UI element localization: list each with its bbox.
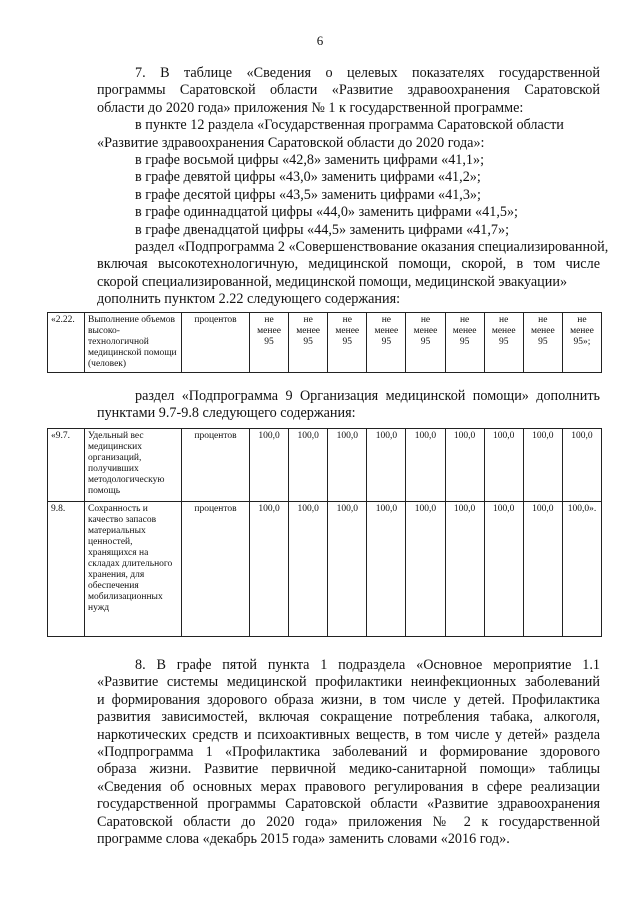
unit: процентов (182, 502, 250, 637)
item7-line: в графе одиннадцатой цифры «44,0» заменить цифрами «41,5»; (135, 204, 518, 221)
item7-line: 7. В таблице «Сведения о целевых показателях государственной (135, 65, 600, 81)
table-row (48, 313, 602, 373)
value-cell: 100,0 (406, 429, 445, 502)
value-cell: не менее 95 (484, 313, 523, 373)
item7-line: в графе десятой цифры «43,5» заменить цифрами «41,3»; (135, 186, 481, 203)
value-cell: 100,0 (328, 429, 367, 502)
value-cell: 100,0 (523, 502, 562, 637)
value-cell: не менее 95 (367, 313, 406, 373)
item7-line: дополнить пунктом 2.22 следующего содержания: (97, 291, 401, 308)
item7-line: раздел «Подпрограмма 2 «Совершенствование оказания специализированной, (135, 239, 609, 256)
item8-line: «Подпрограмма 1 «Профилактика заболеваний и формирование здорового (97, 744, 600, 761)
value-cell: не менее 95 (523, 313, 562, 373)
unit: процентов (182, 313, 250, 373)
page-number: 6 (316, 33, 324, 48)
table-pp9 (47, 428, 602, 637)
value-cell: 100,0 (289, 429, 328, 502)
item8-paragraph (97, 657, 600, 848)
value-cell: 100,0 (406, 502, 445, 637)
section9-line: раздел «Подпрограмма 9 Организация медицинской помощи» дополнить (135, 388, 600, 404)
indicator-name: Выполнение объемов высоко-технологичной медицинской помощи (человек) (85, 313, 182, 373)
item7-line: области до 2020 года» приложения № 1 к государственной программе: (97, 99, 524, 116)
unit: процентов (182, 429, 250, 502)
indicator-name: Сохранность и качество запасов материальных ценностей, хранящихся на складах длительного хранения, для обеспечения мобилизационных нужд (85, 502, 182, 637)
item7-line: программы Саратовской области «Развитие здравоохранения Саратовской (97, 82, 600, 99)
value-cell: 100,0 (250, 502, 289, 637)
value-cell: 100,0 (367, 429, 406, 502)
table-row (48, 429, 602, 502)
value-cell: 100,0». (562, 502, 601, 637)
value-cell: 100,0 (562, 429, 601, 502)
section9-paragraph (97, 388, 600, 423)
value-cell: не менее 95 (406, 313, 445, 373)
item8-line: программе слова «декабрь 2015 года» заменить словами «2016 год». (97, 831, 510, 848)
value-cell: 100,0 (484, 502, 523, 637)
value-cell: 100,0 (445, 502, 484, 637)
table-row (48, 502, 602, 637)
item7-line: включая высокотехнологичную, медицинской помощи, скорой, в том числе (97, 256, 600, 273)
item7-line: в графе двенадцатой цифры «44,5» заменить цифрами «41,7»; (135, 221, 510, 238)
value-cell: не менее 95 (328, 313, 367, 373)
value-cell: 100,0 (445, 429, 484, 502)
table-pp2 (47, 312, 602, 373)
item8-line: наркотических средств и психоактивных веществ, в том числе у детей» раздела (97, 726, 600, 743)
value-cell: не менее 95 (289, 313, 328, 373)
section9-line: пунктами 9.7-9.8 следующего содержания: (97, 405, 356, 422)
item8-line: государственной программы Саратовской области «Развитие здравоохранения (97, 796, 600, 813)
row-number: «9.7. (48, 429, 85, 502)
value-cell: не менее 95 (445, 313, 484, 373)
indicator-name: Удельный вес медицинских организаций, получивших методологическую помощь (85, 429, 182, 502)
item7-line: в пункте 12 раздела «Государственная программа Саратовской области (135, 117, 564, 134)
item8-line: «Развитие системы медицинской профилактики неинфекционных заболеваний (97, 674, 600, 691)
item7-paragraph (97, 65, 609, 309)
row-number: 9.8. (48, 502, 85, 637)
value-cell: 100,0 (523, 429, 562, 502)
item8-line: 8. В графе пятой пункта 1 подраздела «Основное мероприятие 1.1 (135, 657, 600, 673)
value-cell: 100,0 (289, 502, 328, 637)
value-cell: не менее 95»; (562, 313, 601, 373)
row-number: «2.22. (48, 313, 85, 373)
value-cell: не менее 95 (250, 313, 289, 373)
value-cell: 100,0 (367, 502, 406, 637)
item7-line: в графе восьмой цифры «42,8» заменить цифрами «41,1»; (135, 152, 485, 169)
item8-line: развития зависимостей, включая сокращение потребления табака, алкоголя, (97, 709, 600, 726)
value-cell: 100,0 (484, 429, 523, 502)
item8-line: «Сведения об основных мерах правового регулирования в сфере реализации (97, 778, 600, 795)
item7-line: в графе девятой цифры «43,0» заменить цифрами «41,2»; (135, 169, 481, 186)
value-cell: 100,0 (250, 429, 289, 502)
value-cell: 100,0 (328, 502, 367, 637)
item8-line: Саратовской области до 2020 года» приложения № 2 к государственной (97, 813, 600, 830)
item7-line: скорой специализированной, медицинской помощи, медицинской эвакуации» (97, 273, 568, 290)
item8-line: образа жизни. Развитие первичной медико-санитарной помощи» таблицы (97, 761, 600, 778)
item7-line: «Развитие здравоохранения Саратовской области до 2020 года»: (97, 134, 485, 151)
item8-line: и формирования здорового образа жизни, в том числе у детей. Профилактика (97, 691, 600, 708)
